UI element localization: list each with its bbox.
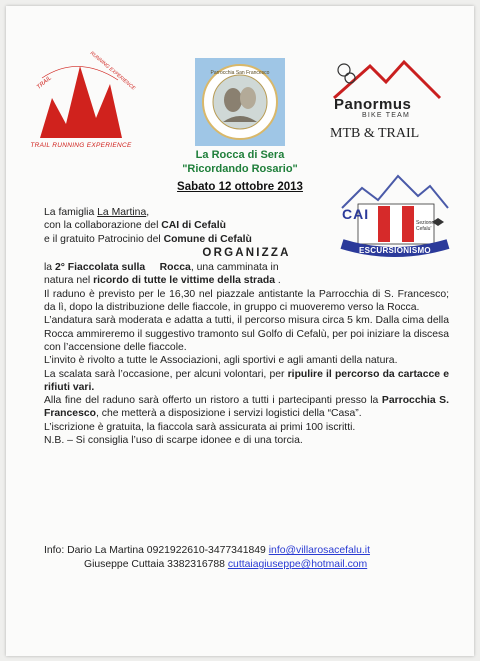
paragraph-meeting: Il raduno è previsto per le 16,30 nel piazzale antistante la Parrocchia di S. Francesco; da lì, dopo la distribuzione delle fiaccole, in gruppo ci muoveremo verso la Rocca. bbox=[44, 288, 449, 314]
contact-line-1 bbox=[44, 544, 464, 558]
info-section bbox=[44, 544, 464, 572]
parish-ring-text: Parrocchia San Francesco bbox=[210, 70, 270, 76]
cleanup-highlight: ripulire il percorso da cartacce e rifiuti vari. bbox=[44, 368, 449, 393]
cai-banner: ESCURSIONISMO bbox=[359, 246, 431, 255]
event-subtitle: "Ricordando Rosario" bbox=[182, 163, 298, 175]
trail-running-caption: TRAIL RUNNING EXPERIENCE bbox=[30, 142, 132, 149]
paragraph-note: N.B. – Si consiglia l’uso di scarpe idonee e di una torcia. bbox=[44, 435, 303, 447]
email-link-2[interactable]: cuttaiagiuseppe@hotmail.com bbox=[227, 559, 368, 570]
cai-name: CAI bbox=[342, 206, 370, 222]
memorial-dedication: ricordo di tutte le vittime della strada bbox=[93, 275, 275, 287]
contact-line-2 bbox=[44, 558, 464, 572]
event-title: La Rocca di Sera bbox=[195, 149, 285, 161]
panormus-mtb-trail: MTB & TRAIL bbox=[330, 126, 420, 141]
intro-line-2: con la collaborazione del CAI di Cefalù bbox=[44, 220, 226, 232]
cai-section: Sezione di Cefalu' bbox=[416, 220, 440, 232]
paragraph-registration: L’iscrizione è gratuita, la fiaccola sarà assicurata ai primi 100 iscritti. bbox=[44, 421, 356, 433]
body-text bbox=[44, 206, 449, 447]
event-date: Sabato 12 ottobre 2013 bbox=[177, 181, 303, 193]
intro-line-3: e il gratuito Patrocinio del Comune di Cefalù bbox=[44, 233, 252, 245]
parish-logo bbox=[195, 58, 285, 146]
trail-running-logo bbox=[18, 50, 144, 166]
paragraph-invitation: L’invito è rivolto a tutte le Associazioni, agli sportivi e agli amanti della natura. bbox=[44, 355, 398, 367]
panormus-name: Panormus bbox=[334, 96, 412, 113]
comune-mention: Comune di Cefalù bbox=[163, 233, 252, 245]
trail-running-arc-left: TRAIL bbox=[36, 75, 53, 91]
organizza-heading: ORGANIZZA bbox=[202, 246, 291, 259]
panormus-subtitle: BIKE TEAM bbox=[362, 112, 411, 119]
email-link-1[interactable]: info@villarosacefalu.it bbox=[268, 545, 370, 556]
paragraph-cleanup: La scalata sarà l’occasione, per alcuni volontari, per ripulire il percorso da cartacce e rifiuti vari. bbox=[44, 368, 449, 393]
paragraph-refreshment: Alla fine del raduno sarà offerto un ristoro a tutti i partecipanti presso la Parrocchia S. Francesco, che metterà a disposizione i servizi logistici della “Casa”. bbox=[44, 395, 449, 420]
contact-1: Dario La Martina 0921922610-3477341849 bbox=[67, 545, 269, 556]
contact-2: Giuseppe Cuttaia 3382316788 bbox=[84, 559, 228, 570]
mountain-peaks-icon bbox=[18, 58, 144, 166]
panormus-logo bbox=[322, 54, 456, 146]
flyer-page bbox=[6, 6, 474, 656]
parish-mention: Parrocchia S. Francesco bbox=[44, 395, 449, 420]
trail-running-arc-right: RUNNING EXPERIENCE bbox=[88, 50, 137, 92]
info-label: Info: bbox=[44, 545, 68, 556]
family-name: La Martina bbox=[97, 207, 147, 218]
paragraph-route: L’andatura sarà moderata e adatta a tutti, il percorso misura circa 5 km. Dalla cima della Rocca ammireremo il suggestivo tramonto sul Golfo di Cefalù, per poi iniziare la discesa con l’accensione delle fiaccole. bbox=[44, 315, 449, 353]
intro-line-1: La famiglia La Martina, bbox=[44, 207, 150, 218]
cai-mention: CAI di Cefalù bbox=[161, 220, 226, 232]
paragraph-event: la 2° Fiaccolata sulla Rocca, una camminata in natura nel ricordo di tutte le vittime della strada . bbox=[44, 262, 281, 287]
event-name: 2° Fiaccolata sulla Rocca bbox=[54, 262, 191, 274]
